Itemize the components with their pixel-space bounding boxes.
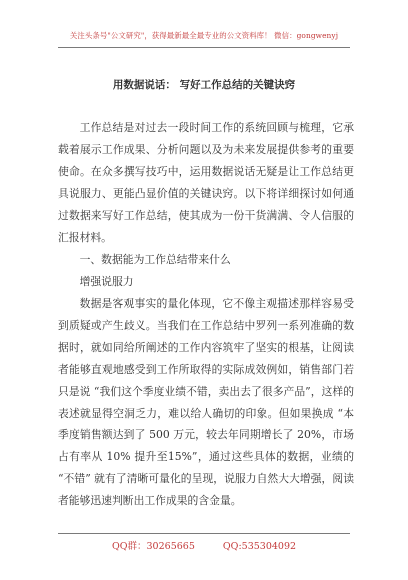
intro-paragraph: 工作总结是对过去一段时间工作的系统回顾与梳理，它承载着展示工作成果、分析问题以及为未来发展提供参考的重要使命。在众多撰写技巧中，运用数据说话无疑是让工作总结更具说服力、更能凸显价值的关键诀窍。以下将详细探讨如何通过数据来写好工作总结，使其成为一份干货满满、令人信服的汇报材料。 — [58, 121, 354, 244]
footer-qq: QQ:535304092 — [222, 541, 297, 552]
header-banner: 关注头条号"公文研究"，获得最新最全最专业的公文资料库！ 微信：gongwenyj — [69, 31, 339, 40]
footer — [0, 538, 408, 552]
document-title: 用数据说话： 写好工作总结的关键诀窍 — [112, 79, 296, 91]
main-paragraph: 数据是客观事实的量化体现，它不像主观描述那样容易受到质疑或产生歧义。当我们在工作总结中罗列一系列准确的数据时，就如同给所阐述的工作内容筑牢了坚实的根基，让阅读者能够直观地感受到工作所取得的实际成效例如，销售部门若只是说 “我们这个季度业绩不错，卖出去了很多产品”，这样的表述就显得空洞乏力，难以给人确切的印象。但如果换成 “本季度销售额达到了 500 万元，较去年同期增长了 20%，市场占有率从 10% 提升至15%”，通过这些具体的数据，业绩的 “不错” 就有了清晰可量化的呈现，说服力自然大大增强，阅读者能够迅速判断出工作成果的含金量。 — [58, 297, 354, 508]
sub-heading: 增强说服力 — [79, 275, 134, 288]
footer-qq-group: QQ群：30265665 — [111, 541, 195, 552]
header-divider — [58, 47, 350, 48]
section-heading: 一、数据能为工作总结带来什么 — [79, 253, 231, 266]
footer-divider — [58, 533, 350, 534]
